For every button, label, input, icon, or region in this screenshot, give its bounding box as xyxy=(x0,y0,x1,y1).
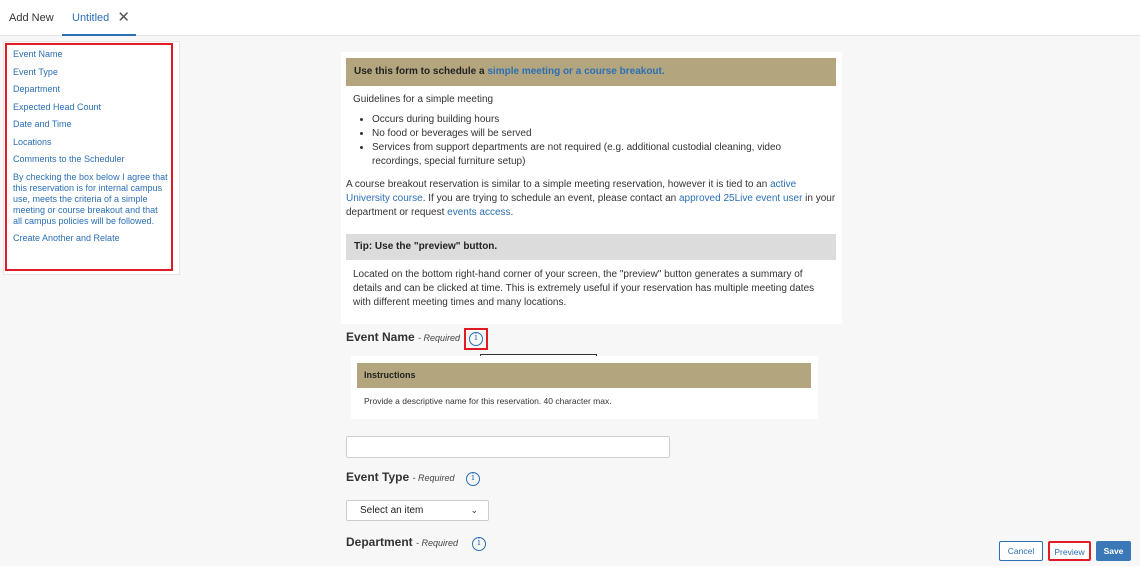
instructions-title: Instructions xyxy=(357,363,811,388)
guidelines-list xyxy=(359,113,829,169)
tip-text: Located on the bottom right-hand corner of your screen, the "preview" button generates a summary of details and can be clicked at time. This is extremely useful if your reservation has multiple meeting dates with different meeting times and many locations. xyxy=(353,269,815,308)
info-icon[interactable]: i xyxy=(472,537,486,551)
breakout-text: A course breakout reservation is similar to a simple meeting reservation, however it is tied to an xyxy=(346,179,771,190)
event-type-title: Event Type xyxy=(346,470,410,484)
list-item: • No food or beverages will be served xyxy=(372,127,829,141)
event-name-label xyxy=(346,330,460,344)
tab-untitled-label: Untitled xyxy=(72,12,110,24)
breakout-paragraph xyxy=(346,178,841,220)
list-item: • Services from support departments are not required (e.g. additional custodial cleaning, video recordings, special furniture setup) xyxy=(372,141,829,169)
guidelines-card xyxy=(341,52,842,324)
required-marker: - Required xyxy=(416,538,459,548)
events-access-link[interactable]: events access xyxy=(447,207,511,218)
banner-text: Use this form to schedule a xyxy=(354,66,488,77)
instructions-card xyxy=(351,356,818,419)
sidebar-item-head-count[interactable]: Expected Head Count xyxy=(13,101,102,112)
sidebar-nav xyxy=(5,43,173,271)
required-marker: - Required xyxy=(418,333,461,343)
tip-title: Tip: Use the "preview" button. xyxy=(346,234,836,260)
department-title: Department xyxy=(346,535,413,549)
form-banner xyxy=(346,58,836,86)
sidebar-item-agreement[interactable]: By checking the box below I agree that this reservation is for internal campus use, meets the criteria of a simple meeting or course breakout and that all campus policies will be followed. xyxy=(13,171,168,226)
sidebar-item-department[interactable]: Department xyxy=(13,84,61,94)
sidebar-item-locations[interactable]: Locations xyxy=(13,136,52,147)
select-value: Select an item xyxy=(360,505,424,516)
tab-untitled[interactable] xyxy=(62,0,136,36)
breakout-text: . If you are trying to schedule an event, please contact an xyxy=(422,193,679,204)
info-icon[interactable]: i xyxy=(466,472,480,486)
event-name-title: Event Name xyxy=(346,330,415,344)
tab-add-new[interactable]: Add New xyxy=(9,12,54,24)
event-type-label xyxy=(346,470,455,484)
event-name-input[interactable] xyxy=(346,436,670,458)
banner-link[interactable]: simple meeting or a course breakout. xyxy=(487,66,665,77)
sidebar-item-comments[interactable]: Comments to the Scheduler xyxy=(13,154,125,164)
sidebar-item-date-time[interactable]: Date and Time xyxy=(13,119,72,129)
chevron-down-icon: ⌄ xyxy=(470,505,478,515)
list-item: • Occurs during building hours xyxy=(372,113,829,127)
cancel-button[interactable]: Cancel xyxy=(999,541,1043,561)
sidebar-item-event-name[interactable]: Event Name xyxy=(13,49,63,59)
top-tab-bar xyxy=(0,0,1140,36)
guidelines-title: Guidelines for a simple meeting xyxy=(353,94,494,105)
save-button[interactable]: Save xyxy=(1096,541,1131,561)
close-icon[interactable]: ✕ xyxy=(117,9,130,26)
event-type-select[interactable] xyxy=(346,500,489,521)
instructions-text: Provide a descriptive name for this reservation. 40 character max. xyxy=(364,396,612,406)
required-marker: - Required xyxy=(412,473,455,483)
preview-button[interactable]: Preview xyxy=(1048,541,1091,561)
approved-user-link[interactable]: approved 25Live event user xyxy=(678,193,803,204)
sidebar-item-create-another[interactable]: Create Another and Relate xyxy=(13,233,120,243)
info-icon[interactable]: i xyxy=(469,332,483,346)
breakout-text: in your department or request xyxy=(346,193,836,218)
breakout-text: . xyxy=(510,207,514,218)
sidebar-item-event-type[interactable]: Event Type xyxy=(13,66,58,77)
active-course-link[interactable]: active University course xyxy=(346,179,797,204)
department-label xyxy=(346,535,458,549)
